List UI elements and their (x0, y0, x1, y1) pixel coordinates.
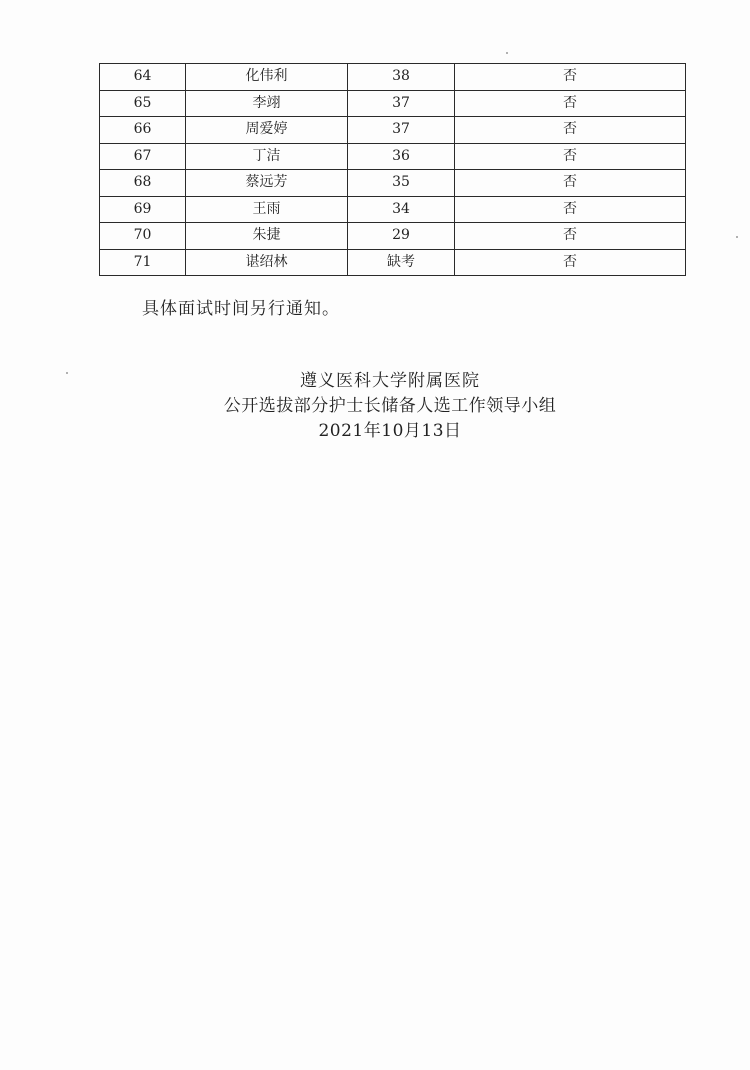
scan-speck (736, 236, 738, 238)
interview-flag: 否 (455, 64, 686, 91)
signature-organization: 遵义医科大学附属医院 (300, 371, 480, 391)
score: 缺考 (348, 249, 455, 276)
row-number: 67 (100, 143, 186, 170)
row-number: 71 (100, 249, 186, 276)
interview-flag: 否 (455, 249, 686, 276)
candidate-name: 李翊 (186, 90, 348, 117)
candidate-name: 化伟利 (186, 64, 348, 91)
interview-flag: 否 (455, 90, 686, 117)
row-number: 70 (100, 223, 186, 250)
row-number: 68 (100, 170, 186, 197)
table-row (100, 64, 686, 91)
row-number: 69 (100, 196, 186, 223)
table-row (100, 223, 686, 250)
candidate-name: 周爱婷 (186, 117, 348, 144)
results-table (99, 63, 686, 276)
table-row (100, 196, 686, 223)
table-row (100, 143, 686, 170)
table-row (100, 249, 686, 276)
interview-flag: 否 (455, 117, 686, 144)
interview-flag: 否 (455, 223, 686, 250)
candidate-name: 王雨 (186, 196, 348, 223)
interview-notice: 具体面试时间另行通知。 (142, 299, 340, 319)
score: 37 (348, 90, 455, 117)
candidate-name: 朱捷 (186, 223, 348, 250)
table-row (100, 90, 686, 117)
score: 29 (348, 223, 455, 250)
row-number: 65 (100, 90, 186, 117)
interview-flag: 否 (455, 196, 686, 223)
row-number: 64 (100, 64, 186, 91)
scan-speck (506, 52, 508, 54)
score: 36 (348, 143, 455, 170)
score: 37 (348, 117, 455, 144)
score: 38 (348, 64, 455, 91)
row-number: 66 (100, 117, 186, 144)
scan-speck (66, 372, 68, 374)
interview-flag: 否 (455, 143, 686, 170)
signature-date: 2021年10月13日 (318, 421, 462, 441)
candidate-name: 谌绍林 (186, 249, 348, 276)
table-row (100, 170, 686, 197)
score: 34 (348, 196, 455, 223)
candidate-name: 丁洁 (186, 143, 348, 170)
score: 35 (348, 170, 455, 197)
interview-flag: 否 (455, 170, 686, 197)
signature-group: 公开选拔部分护士长储备人选工作领导小组 (223, 396, 557, 416)
candidate-name: 蔡远芳 (186, 170, 348, 197)
table-row (100, 117, 686, 144)
